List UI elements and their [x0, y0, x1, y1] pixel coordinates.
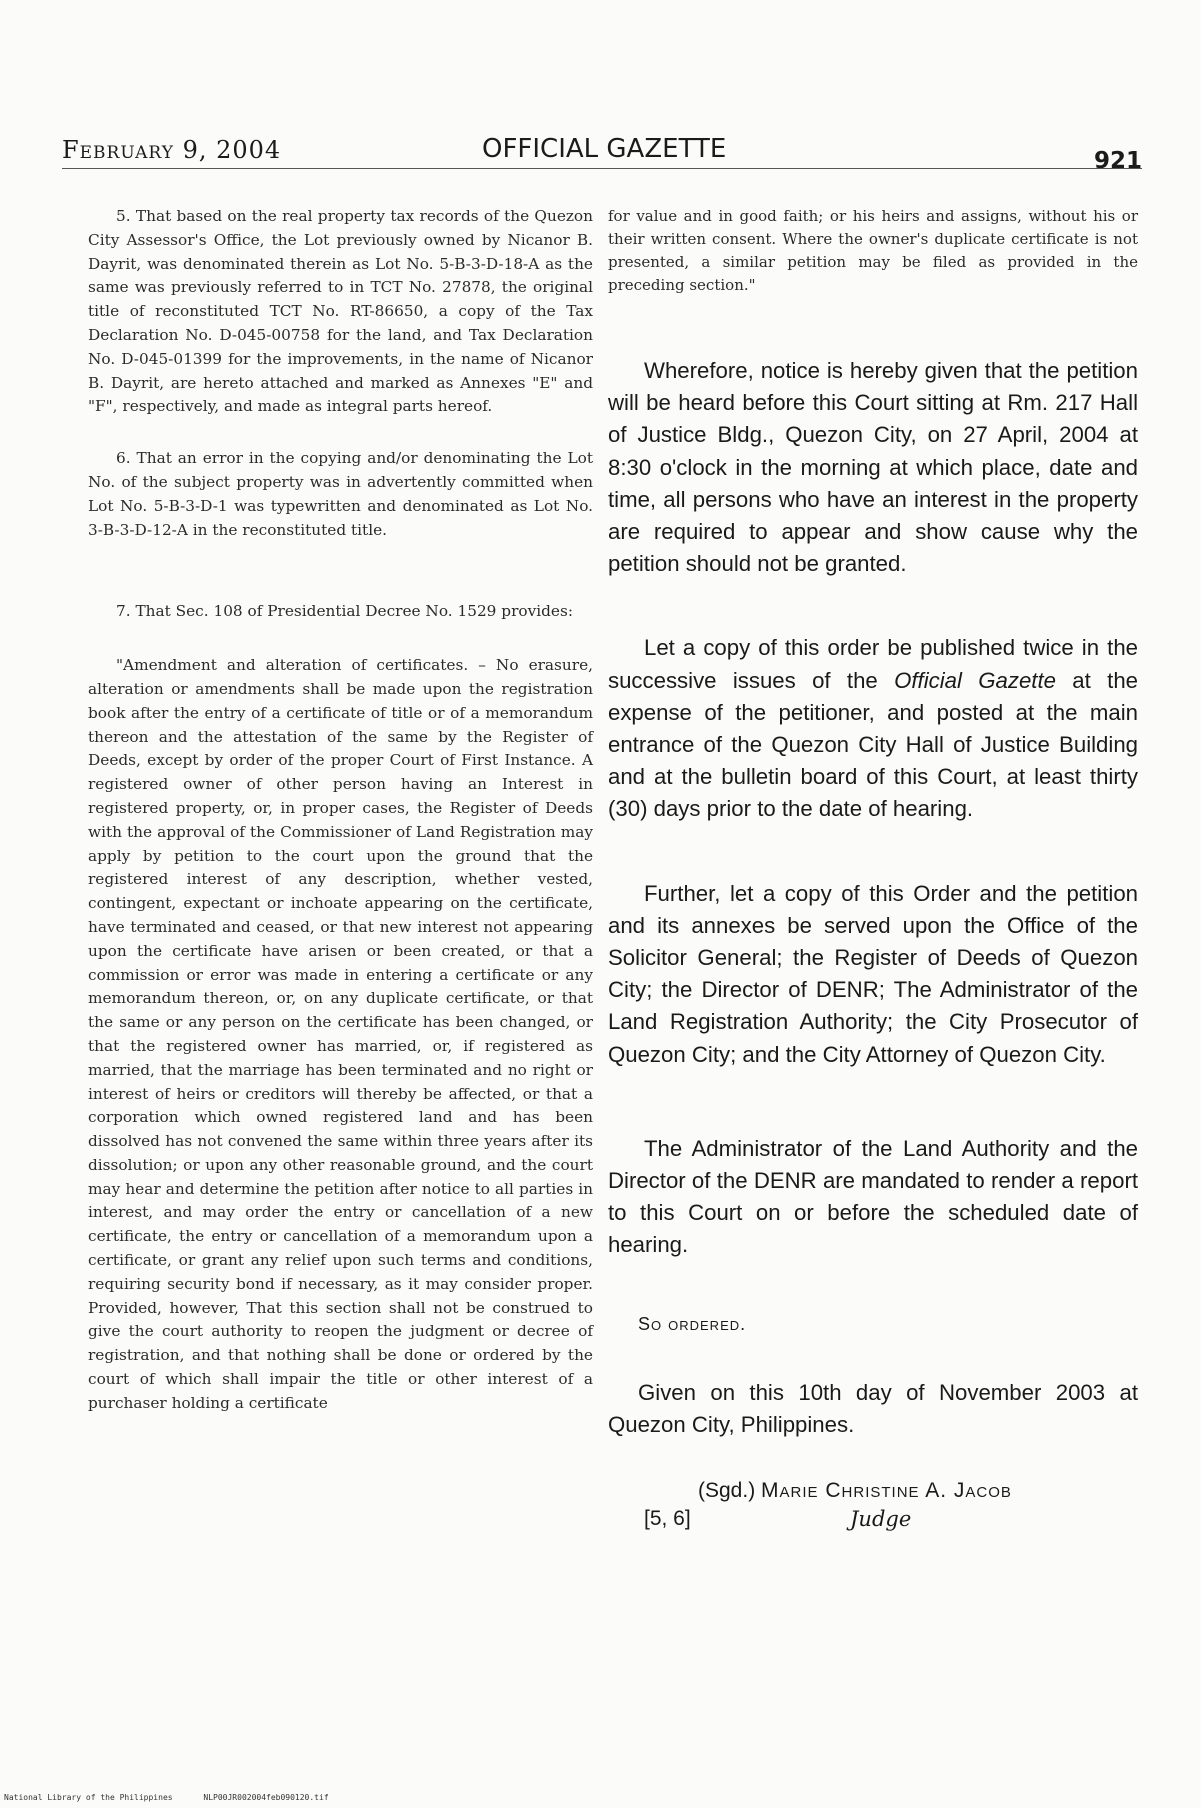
publication-title: OFFICIAL GAZETTE [482, 134, 727, 164]
gazette-name: Official Gazette [894, 667, 1056, 693]
given-statement: Given on this 10th day of November 2003 at Quezon City, Philippines. [608, 1379, 1138, 1437]
right-column [608, 205, 1138, 1539]
paragraph-7: 7. That Sec. 108 of Presidential Decree No. 1529 provides: [116, 602, 573, 621]
signature-prefix: (Sgd.) [698, 1479, 762, 1503]
page-number: 921 [1093, 148, 1142, 174]
file-name: NLP00JR002004feb090120.tif [203, 1793, 329, 1802]
judge-title: Judge [850, 1507, 912, 1532]
publication-text-before: Let a copy of this order be published twice in the successive issues of the [608, 635, 1138, 693]
scan-footer [4, 1793, 355, 1802]
signature-meta [608, 1507, 1138, 1539]
left-column [88, 205, 593, 1416]
publication-paragraph [608, 632, 1138, 825]
quoted-section-continuation: for value and in good faith; or his heirs and assigns, without his or their written consent. Where the owner's duplicate certificate is not presented, a similar petition may be filed as provided in the preceding section." [608, 207, 1138, 294]
library-name: National Library of the Philippines [4, 1793, 173, 1802]
paragraph-5: 5. That based on the real property tax records of the Quezon City Assessor's Office, the Lot previously owned by Nicanor B. Dayrit, was denominated therein as Lot No. 5-B-3-D-18-A as the same was previously referred to in TCT No. 27878, the original title of reconstituted TCT No. RT-86650, a copy of the Tax Declaration No. D-045-00758 for the land, and Tax Declaration No. D-045-01399 for the improvements, in the name of Nicanor B. Dayrit, are hereto attached and marked as Annexes "E" and "F", respectively, and made as integral parts hereof. [88, 207, 593, 416]
signature-line [608, 1479, 1138, 1503]
header-rule [62, 168, 1142, 169]
service-paragraph: Further, let a copy of this Order and the petition and its annexes be served upon the Office of the Solicitor General; the Register of Deeds of Quezon City; the Director of DENR; The Administrator of the Land Registration Authority; the City Prosecutor of Quezon City; and the City Attorney of Quezon City. [608, 880, 1138, 1067]
publication-text-after: at the expense of the petitioner, and posted at the main entrance of the Quezon City Hall of Justice Building and at the bulletin board of this Court, at least thirty (30) days prior to the date of hearing. [608, 667, 1138, 822]
quoted-section-108: "Amendment and alteration of certificates. – No erasure, alteration or amendments shall be made upon the registration book after the entry of a certificate of title or of a memorandum thereon and the attestation of the same by the Register of Deeds, except by order of the proper Court of First Instance. A registered owner of other person having an Interest in registered property, or, in proper cases, the Register of Deeds with the approval of the Commissioner of Land Registration may apply by petition to the court upon the ground that the registered interest of any description, whether vested, contingent, expectant or inchoate appearing on the certificate, have terminated and ceased, or that new interest not appearing upon the certificate have arisen or been created, or that a commission or error was made in entering a certificate or any memorandum thereon, or, on any duplicate certificate, or that the same or any person on the certificate has been changed, or that the registered owner has married, or, if registered as married, that the marriage has been terminated and no right or interest of heirs or creditors will thereby be affected, or that a corporation which owned registered land and has been dissolved has not convened the same within three years after its dissolution; or upon any other reasonable ground, and the court may hear and determine the petition after notice to all parties in interest, and may order the entry or cancellation of a new certificate, the entry or cancellation of a memorandum upon a certificate, or grant any relief upon such terms and conditions, requiring security bond if necessary, as it may consider proper. Provided, however, That this section shall not be construed to give the court authority to reopen the judgment or decree of registration, and that nothing shall be done or ordered by the court of which shall impair the title or other interest of a purchaser holding a certificate [88, 656, 593, 1412]
issue-reference: [5, 6] [644, 1507, 691, 1531]
paragraph-6: 6. That an error in the copying and/or denominating the Lot No. of the subject property was in advertently committed when Lot No. 5-B-3-D-1 was typewritten and denominated as Lot No. 3-B-3-D-12-A in the reconstituted title. [88, 449, 593, 539]
issue-date: February 9, 2004 [62, 136, 282, 164]
report-paragraph: The Administrator of the Land Authority and the Director of the DENR are mandated to render a report to this Court on or before the scheduled date of hearing. [608, 1135, 1138, 1258]
judge-name: Marie Christine A. Jacob [761, 1479, 1012, 1503]
page-header [62, 128, 1142, 174]
so-ordered: So ordered. [638, 1313, 747, 1334]
notice-paragraph: Wherefore, notice is hereby given that the petition will be heard before this Court sitting at Rm. 217 Hall of Justice Bldg., Quezon City, on 27 April, 2004 at 8:30 o'clock in the morning at which place, date and time, all persons who have an interest in the property are required to appear and show cause why the petition should not be granted. [608, 358, 1138, 577]
